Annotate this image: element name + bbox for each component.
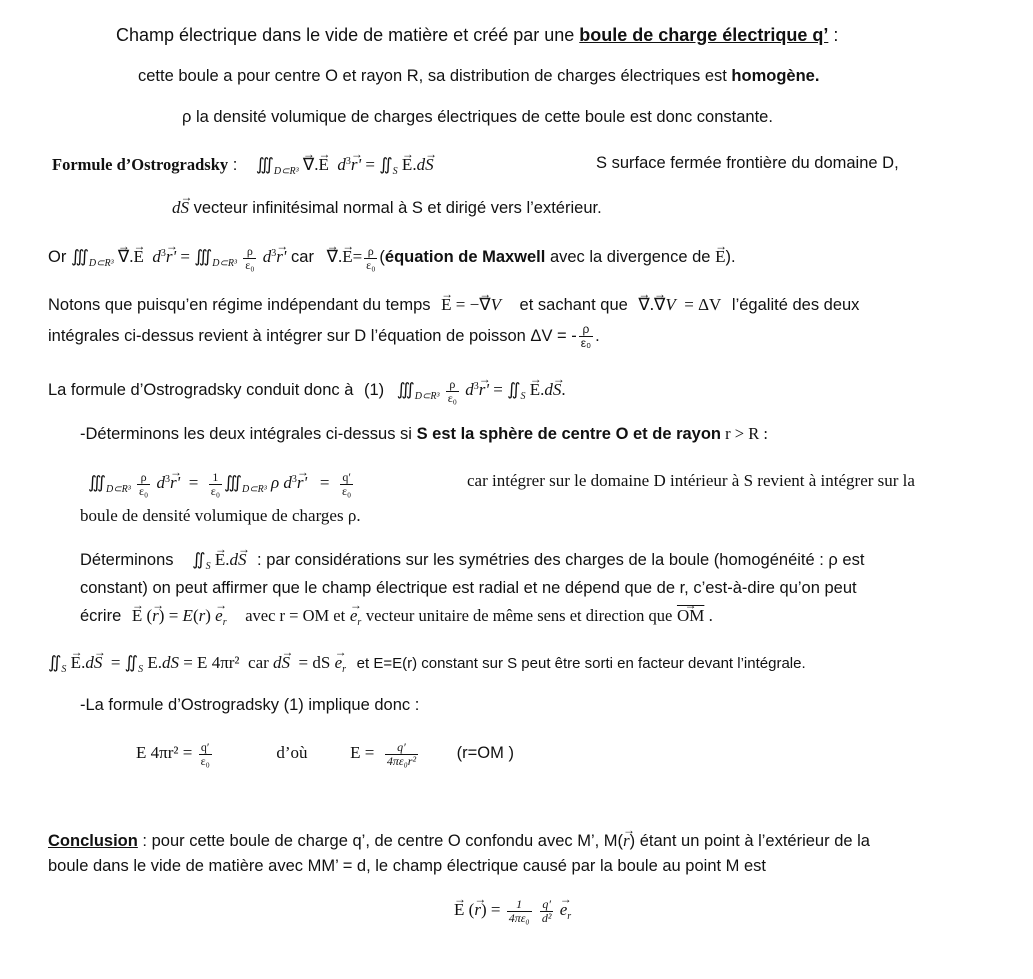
intro-line-2 xyxy=(182,106,773,128)
page-title xyxy=(116,24,838,46)
poisson-text-1: Notons que puisqu’en régime indépendant du temps xyxy=(48,296,431,314)
integral-note-text-2: boule de densité volumique de charges ρ. xyxy=(80,506,361,525)
integral-note-2 xyxy=(80,505,361,527)
car-text: car xyxy=(291,248,314,266)
intro-text: cette boule a pour centre O et rayon R, sa distribution de charges électriques est xyxy=(138,67,732,85)
title-bold: boule de charge électrique q’ xyxy=(579,25,829,45)
conclusion-line2: boule dans le vide de matière avec MM’ = d, le champ électrique causé par la boule au point M est xyxy=(48,857,766,875)
paren-open: ( xyxy=(379,248,385,266)
conclusion-label: Conclusion xyxy=(48,832,138,850)
determine-2-line-3: écrire → E (→ $r) = E(r) \to e_r$ avec r = OM et → $e_r$ vecteur unitaire de même sens et direction que → $\overline{OM}$ . xyxy=(80,605,713,634)
integral-note-text: car intégrer sur le domaine D intérieur à S revient à intégrer sur la xyxy=(467,471,915,490)
conclusion-line1: : pour cette boule de charge q’, de centre O confondu avec M’, M( xyxy=(137,832,624,850)
intro-bold: homogène. xyxy=(731,67,820,85)
determine-1 xyxy=(80,423,768,445)
poisson-text-4: intégrales ci-dessus revient à intégrer sur D l’équation de poisson ΔV = - xyxy=(48,326,577,345)
density-text: ρ la densité volumique de charges électriques de cette boule est donc constante. xyxy=(182,108,773,126)
equation-label: (1) xyxy=(364,381,385,399)
flux-tail: et E=E(r) constant sur S peut être sorti en facteur devant l’intégrale. xyxy=(356,655,806,672)
dou-text: d’où xyxy=(276,743,308,763)
conclusion-line-1: Conclusion : pour cette boule de charge q’, de centre O confondu avec M’, M(→ r) étant un point à l’extérieur de la xyxy=(48,830,870,852)
determine2-line2: constant) on peut affirmer que le champ électrique est radial et ne dépend que de r, c’est-à-dire qu’on peut xyxy=(80,579,857,597)
determine-2-line-2 xyxy=(80,577,857,599)
ostrogradsky-formula xyxy=(52,151,434,183)
determine2-line3-prefix: écrire xyxy=(80,607,122,625)
determine2-line1: : par considérations sur les symétries des charges de la boule (homogénéité : ρ est xyxy=(257,551,865,569)
surface-note xyxy=(596,152,899,174)
determine1-bold: S est la sphère de centre O et de rayon xyxy=(416,425,722,443)
volume-integral: $∭_{D\subset R^3}$ $\frac{\rho}{\text{ε₀}}$ $d^3\to r'$ = $\frac{1}{\text{ε₀}}$ $∭_{D\subset R^3}$ ρ $d^3\to r'$ = $\frac{q'}{\text{ε₀}}$ xyxy=(88,469,355,501)
ostro-colon: : xyxy=(228,156,238,174)
title-suffix: : xyxy=(828,25,839,45)
maxwell-bold: équation de Maxwell xyxy=(384,248,546,266)
poisson-text-2: et sachant que xyxy=(519,296,628,314)
intro-line-1 xyxy=(138,65,819,87)
flux-line: $∬_S \to E.d\to S$ = $∬_S$ E.dS = E 4πr² car d→ S = dS → $e_r$ et E=E(r) constant sur S peut être sorti en facteur devant l’intégrale. xyxy=(48,652,806,681)
paren-close: ). xyxy=(725,248,736,266)
determine-2-line-1: Déterminons $∬_S \to E.d\to S$ : par considérations sur les symétries des charges de la boule (homogénéité : ρ est xyxy=(80,549,864,578)
conclude-text: La formule d’Ostrogradsky conduit donc à xyxy=(48,381,354,399)
conclusion-line-2 xyxy=(48,855,766,877)
r-equals-om: (r=OM ) xyxy=(456,744,514,763)
maxwell-tail: avec la divergence de xyxy=(545,248,716,266)
determine1-prefix: -Déterminons les deux intégrales ci-dessus si xyxy=(80,425,417,443)
determine2-line3-tail: vecteur unitaire de même sens et direction que xyxy=(365,606,673,625)
title-prefix: Champ électrique dans le vide de matière et créé par une xyxy=(116,25,580,45)
ds-note: d→ S vecteur infinitésimal normal à S et dirigé vers l’extérieur. xyxy=(172,197,602,219)
poisson-line-2: intégrales ci-dessus revient à intégrer sur D l’équation de poisson ΔV = - $\frac{\rho}{\text{ε₀}}$ . xyxy=(48,322,600,350)
conclusion-line1b: ) étant un point à l’extérieur de la xyxy=(629,832,870,850)
result-line: E 4πr² = $\frac{q'}{\text{ε₀}}$ d’où E = $\frac{q'}{\text{4πε₀r²}}$ (r=OM ) xyxy=(136,740,514,768)
surface-note-text: S surface fermée frontière du domaine D, xyxy=(596,154,899,172)
maxwell-line: Or $∭_{D\subset R^3}$ → ∇.→ E $d^3\to r'$ = $∭_{D\subset R^3}$ $\frac{\rho}{\text{ε₀}}$ $d^3\to r'$ car → ∇.→ E= $\frac{\rho}{\text{ε₀}}$ (équation de Maxwell avec la divergence de → E). xyxy=(48,243,736,275)
ostro-equation: $∭_{D\subset R^3}$ → ∇.→ E $d^3\to r'$ = $∬_S \to E.d\to S$ xyxy=(256,155,434,174)
ostro-conclude-line: La formule d’Ostrogradsky conduit donc à (1) $∭_{D\subset R^3}$ $\frac{\rho}{\text{ε₀}}$ $d^3\to r'$ = $∬_S \to E.d\to S$. xyxy=(48,376,566,408)
poisson-text-3: l’égalité des deux xyxy=(731,296,860,314)
ds-note-text: vecteur infinitésimal normal à S et dirigé vers l’extérieur. xyxy=(189,199,602,217)
determine2-prefix: Déterminons xyxy=(80,551,174,569)
maxwell-equation: $∭_{D\subset R^3}$ → ∇.→ E $d^3\to r'$ = $∭_{D\subset R^3}$ $\frac{\rho}{\text{ε₀}}$ $d^3\to r'$ xyxy=(71,247,287,266)
final-formula: → E (→ r) = $\frac{1}{\text{4πε₀}}$ $\frac{q'}{\text{d²}}$ → $e_r$ xyxy=(454,898,571,928)
implies-line xyxy=(80,694,419,716)
integral-note xyxy=(467,470,915,492)
determine2-line3-mid: avec r = OM et xyxy=(245,606,346,625)
or-text: Or xyxy=(48,248,67,266)
implies-text: -La formule d’Ostrogradsky (1) implique donc : xyxy=(80,696,420,714)
determine1-cond: r > R : xyxy=(721,424,768,443)
poisson-line-1: Notons que puisqu’en régime indépendant du temps → E = −→ ∇V et sachant que → ∇.→ ∇V = ΔV l’égalité des deux xyxy=(48,294,859,316)
ostro-label: Formule d’Ostrogradsky xyxy=(52,155,229,174)
